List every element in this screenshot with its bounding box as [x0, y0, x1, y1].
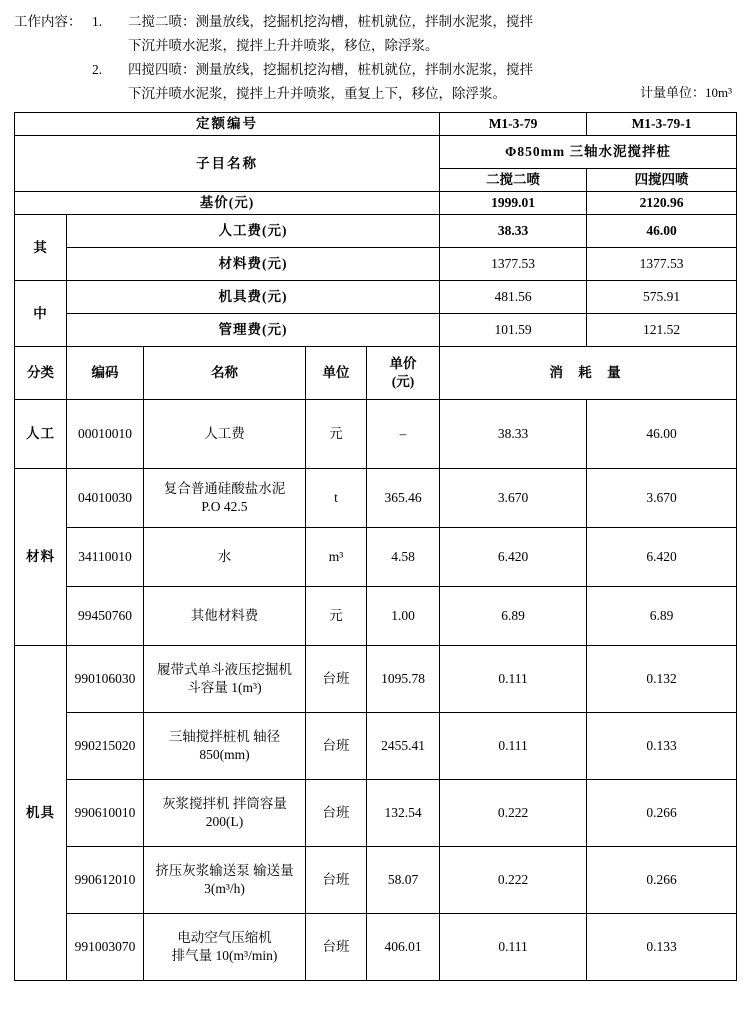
item-name-2: 四搅四喷 — [587, 169, 737, 192]
row-name — [144, 914, 306, 981]
table-row-labor-cost — [15, 215, 737, 248]
row-name — [144, 469, 306, 528]
table-row-machine-cost — [15, 281, 737, 314]
among-row-label-2: 机具费(元) — [67, 281, 440, 314]
among-row-label-0: 人工费(元) — [67, 215, 440, 248]
note-number-1: 1. — [92, 14, 103, 29]
table-header-row — [15, 347, 737, 400]
base-price-label: 基价(元) — [15, 192, 440, 215]
item-label: 子目名称 — [15, 136, 440, 192]
header-price-line2: (元) — [391, 374, 415, 389]
table-row — [15, 646, 737, 713]
header-code: 编码 — [67, 347, 144, 400]
row-name-line1: 挤压灰浆输送泵 输送量 — [155, 863, 294, 878]
row-name-line1: 其他材料费 — [190, 608, 259, 623]
row-value-2: 6.420 — [587, 528, 737, 587]
table-row-material-cost — [15, 248, 737, 281]
row-unit: 台班 — [306, 847, 367, 914]
row-value-1: 6.420 — [440, 528, 587, 587]
header-category: 分类 — [15, 347, 67, 400]
row-unit: 台班 — [306, 780, 367, 847]
row-name — [144, 528, 306, 587]
table-row-code — [15, 113, 737, 136]
row-code: 990610010 — [67, 780, 144, 847]
row-unit: m³ — [306, 528, 367, 587]
work-content-label: 工作内容： — [14, 14, 82, 29]
table-row — [15, 914, 737, 981]
row-unit: t — [306, 469, 367, 528]
row-price: 132.54 — [367, 780, 440, 847]
row-price: 4.58 — [367, 528, 440, 587]
measure-unit-note: 计量单位：10m³ — [639, 85, 732, 100]
note-text-3: 四搅四喷：测量放线，挖掘机挖沟槽，桩机就位，拌制水泥浆，搅拌 — [128, 62, 533, 77]
row-price: 58.07 — [367, 847, 440, 914]
row-name-line2: 排气量 10(m³/min) — [171, 948, 278, 963]
row-name-line1: 水 — [217, 549, 232, 564]
row-price: 2455.41 — [367, 713, 440, 780]
header-unit: 单位 — [306, 347, 367, 400]
row-value-1: 6.89 — [440, 587, 587, 646]
row-name-line2: P.O 42.5 — [201, 499, 248, 514]
note-line-3 — [14, 58, 736, 82]
row-price: 1.00 — [367, 587, 440, 646]
row-value-2: 0.133 — [587, 914, 737, 981]
row-value-1: 0.222 — [440, 780, 587, 847]
among-label-bottom: 中 — [15, 281, 67, 347]
row-name-line1: 履带式单斗液压挖掘机 — [157, 662, 292, 677]
base-price-1: 1999.01 — [440, 192, 587, 215]
row-unit: 元 — [306, 587, 367, 646]
row-value-1: 3.670 — [440, 469, 587, 528]
among-row-3-value-2: 121.52 — [587, 314, 737, 347]
row-code: 990612010 — [67, 847, 144, 914]
row-name-line1: 三轴搅拌桩机 轴径 — [168, 729, 281, 744]
table-row-base-price — [15, 192, 737, 215]
row-value-2: 3.670 — [587, 469, 737, 528]
header-name: 名称 — [144, 347, 306, 400]
row-value-1: 0.111 — [440, 713, 587, 780]
row-name-line1: 灰浆搅拌机 拌筒容量 — [162, 796, 287, 811]
row-name-line2: 斗容量 1(m³) — [187, 680, 262, 695]
row-code: 00010010 — [67, 400, 144, 469]
row-name-line2: 200(L) — [205, 814, 244, 829]
row-code: 990215020 — [67, 713, 144, 780]
row-value-2: 6.89 — [587, 587, 737, 646]
among-row-2-value-2: 575.91 — [587, 281, 737, 314]
row-code: 04010030 — [67, 469, 144, 528]
row-value-1: 0.222 — [440, 847, 587, 914]
code-value-1: M1-3-79 — [440, 113, 587, 136]
table-row-item-spec — [15, 136, 737, 169]
among-row-label-3: 管理费(元) — [67, 314, 440, 347]
table-row — [15, 780, 737, 847]
header-price-line1: 单价 — [389, 356, 417, 371]
row-price: 406.01 — [367, 914, 440, 981]
among-row-2-value-1: 481.56 — [440, 281, 587, 314]
row-value-2: 46.00 — [587, 400, 737, 469]
code-label: 定额编号 — [15, 113, 440, 136]
table-row — [15, 469, 737, 528]
row-name-line1: 电动空气压缩机 — [177, 930, 272, 945]
among-row-1-value-2: 1377.53 — [587, 248, 737, 281]
row-code: 990106030 — [67, 646, 144, 713]
row-code: 991003070 — [67, 914, 144, 981]
row-name-line1: 人工费 — [204, 426, 245, 441]
among-row-3-value-1: 101.59 — [440, 314, 587, 347]
row-code: 34110010 — [67, 528, 144, 587]
row-value-2: 0.266 — [587, 780, 737, 847]
row-name-line2: 850(mm) — [199, 747, 250, 762]
quota-table — [14, 112, 737, 981]
row-price: 1095.78 — [367, 646, 440, 713]
among-row-1-value-1: 1377.53 — [440, 248, 587, 281]
row-name — [144, 847, 306, 914]
row-name — [144, 713, 306, 780]
row-value-2: 0.266 — [587, 847, 737, 914]
row-name — [144, 646, 306, 713]
row-price: 365.46 — [367, 469, 440, 528]
note-line-1 — [14, 10, 736, 34]
row-unit: 台班 — [306, 713, 367, 780]
among-row-0-value-2: 46.00 — [587, 215, 737, 248]
row-code: 99450760 — [67, 587, 144, 646]
group-label-material: 材料 — [15, 469, 67, 646]
row-name — [144, 587, 306, 646]
table-row — [15, 713, 737, 780]
row-name-line1: 复合普通硅酸盐水泥 — [163, 481, 286, 496]
note-number-2: 2. — [92, 62, 103, 77]
row-unit: 元 — [306, 400, 367, 469]
table-row — [15, 400, 737, 469]
header-consumption: 消 耗 量 — [440, 347, 737, 400]
group-label-labor: 人工 — [15, 400, 67, 469]
row-price: – — [367, 400, 440, 469]
note-text-2: 下沉并喷水泥浆，搅拌上升并喷浆，移位，除浮浆。 — [128, 38, 439, 53]
group-label-machine: 机具 — [15, 646, 67, 981]
among-label-top: 其 — [15, 215, 67, 281]
table-row-management-cost — [15, 314, 737, 347]
item-name-1: 二搅二喷 — [440, 169, 587, 192]
note-line-2 — [14, 34, 736, 58]
row-value-1: 0.111 — [440, 646, 587, 713]
item-spec: Φ850mm 三轴水泥搅拌桩 — [440, 136, 737, 169]
among-row-0-value-1: 38.33 — [440, 215, 587, 248]
row-name — [144, 400, 306, 469]
row-value-2: 0.133 — [587, 713, 737, 780]
code-value-2: M1-3-79-1 — [587, 113, 737, 136]
row-value-1: 0.111 — [440, 914, 587, 981]
row-value-2: 0.132 — [587, 646, 737, 713]
table-row — [15, 528, 737, 587]
row-unit: 台班 — [306, 914, 367, 981]
table-row — [15, 587, 737, 646]
row-value-1: 38.33 — [440, 400, 587, 469]
table-row — [15, 847, 737, 914]
note-text-1: 二搅二喷：测量放线，挖掘机挖沟槽，桩机就位，拌制水泥浆，搅拌 — [128, 14, 533, 29]
header-price — [367, 347, 440, 400]
work-content-notes — [14, 10, 736, 104]
row-unit: 台班 — [306, 646, 367, 713]
among-row-label-1: 材料费(元) — [67, 248, 440, 281]
row-name-line2: 3(m³/h) — [204, 881, 245, 896]
base-price-2: 2120.96 — [587, 192, 737, 215]
row-name — [144, 780, 306, 847]
note-text-4: 下沉并喷水泥浆，搅拌上升并喷浆，重复上下，移位，除浮浆。 — [128, 86, 506, 101]
